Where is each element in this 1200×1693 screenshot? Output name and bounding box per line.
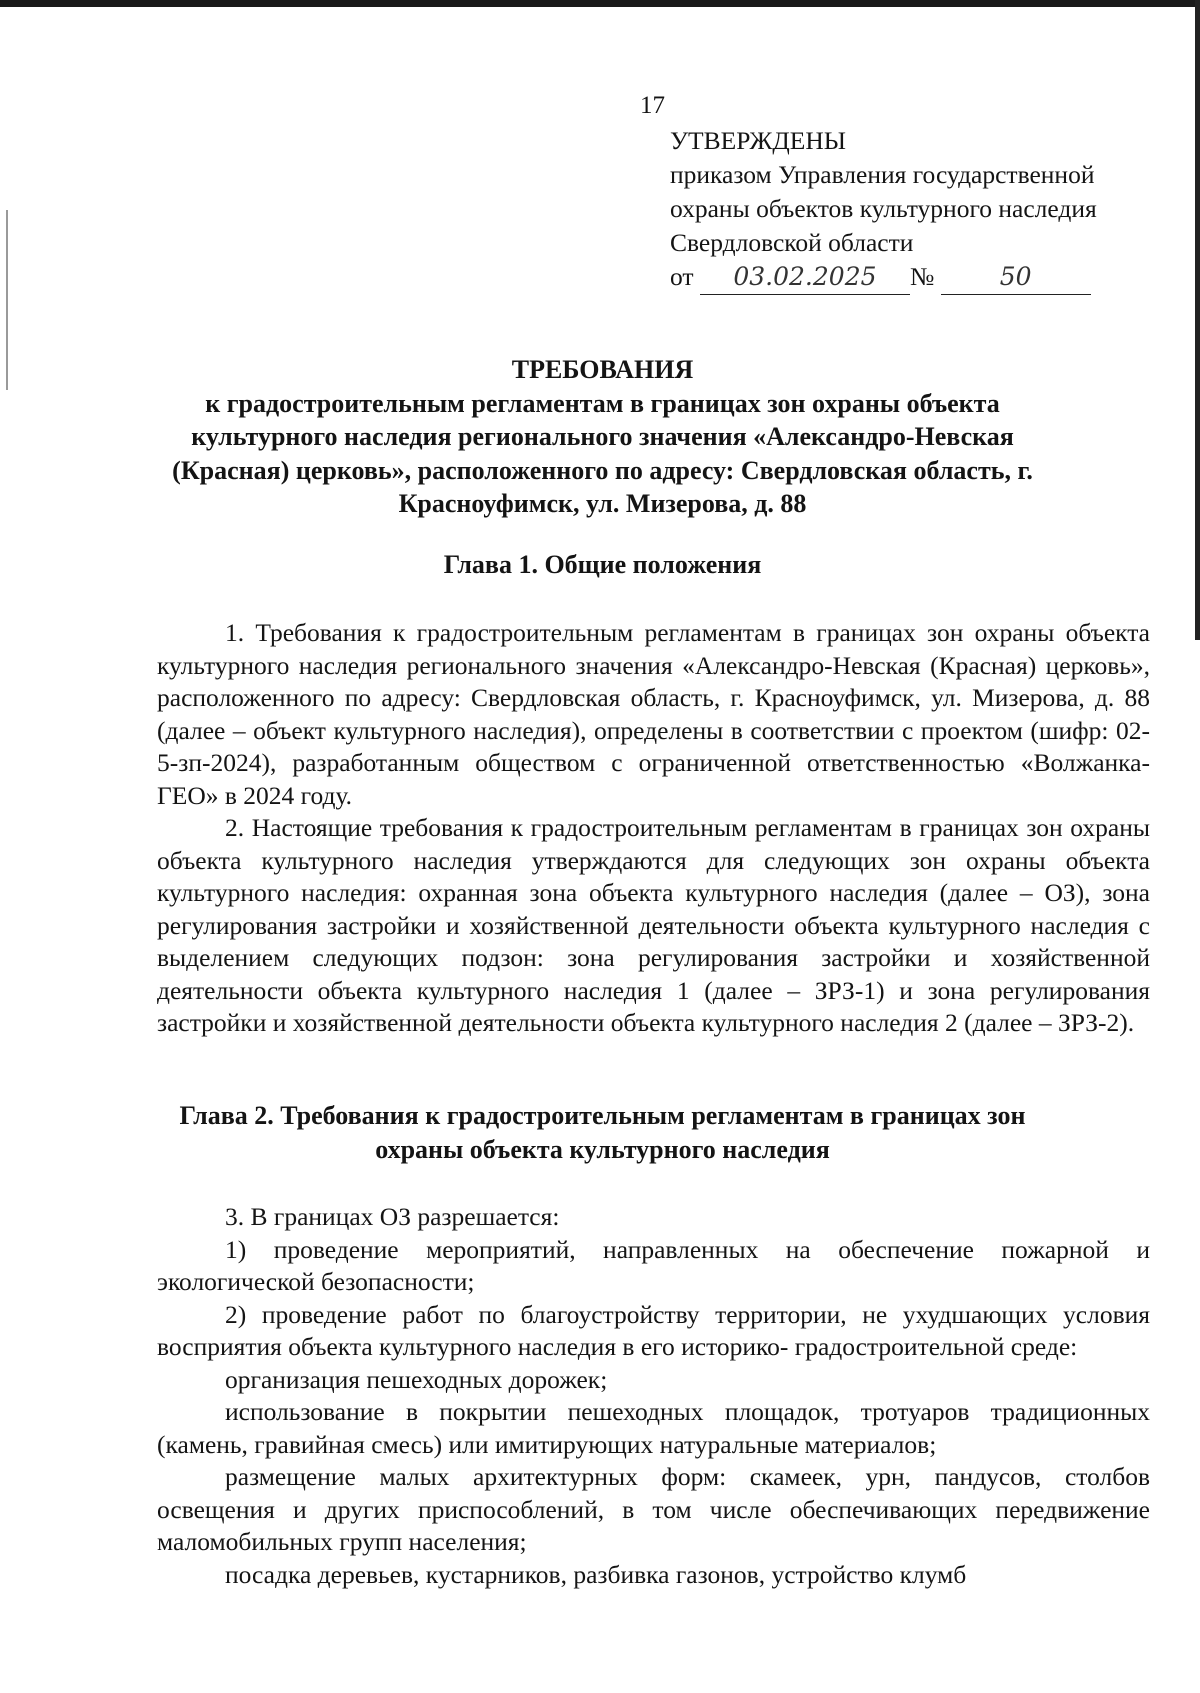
approval-date-row — [670, 260, 1097, 295]
date-prefix: от — [670, 262, 694, 291]
document-title — [140, 353, 1065, 521]
chapter-2-body — [157, 1201, 1150, 1591]
paragraph-2: 2. Настоящие требования к градостроительным регламентам в границах зон охраны объекта культурного наследия утверждаются для следующих зон охраны объекта культурного наследия: охранная зона объекта культурного наследия (далее – ОЗ), зона регулирования застройки и хозяйственной деятельности объекта культурного наследия с выделением следующих подзон: зона регулирования застройки и хозяйственной деятельности объекта культурного наследия 1 (далее – ЗРЗ-1) и зона регулирования застройки и хозяйственной деятельности объекта культурного наследия 2 (далее – ЗРЗ-2). — [157, 813, 1150, 1037]
approval-heading: УТВЕРЖДЕНЫ — [670, 126, 846, 155]
sub-item-materials: использование в покрытии пешеходных площадок, тротуаров традиционных (камень, гравийная смесь) или имитирующих натуральные материалов; — [157, 1397, 1150, 1459]
approval-stamp — [670, 124, 1097, 295]
page-number: 17 — [640, 92, 665, 119]
title-subtitle: к градостроительным регламентам в границах зон охраны объекта культурного наследия регионального значения «Александро-Невская (Красная) церковь», расположенного по адресу: Свердловская область, г. Красноуфимск, ул. Мизерова, д. 88 — [172, 388, 1033, 518]
number-prefix: № — [909, 262, 935, 291]
title-main: ТРЕБОВАНИЯ — [511, 355, 694, 384]
scan-left-mark — [6, 210, 8, 390]
sub-item-paths: организация пешеходных дорожек; — [225, 1364, 608, 1394]
sub-item-small-forms: размещение малых архитектурных форм: скамеек, урн, пандусов, столбов освещения и других приспособлений, в том числе обеспечивающих передвижение маломобильных групп населения; — [157, 1462, 1150, 1556]
paragraph-1: 1. Требования к градостроительным регламентам в границах зон охраны объекта культурного наследия регионального значения «Александро-Невская (Красная) церковь», расположенного по адресу: Свердловская область, г. Красноуфимск, ул. Мизерова, д. 88 (далее – объект культурного наследия), определены в соответствии с проектом (шифр: 02-5-зп-2024), разработанным обществом с ограниченной ответственностью «Волжанка-ГЕО» в 2024 году. — [157, 618, 1150, 810]
approval-line-2: охраны объектов культурного наследия — [670, 194, 1097, 223]
handwritten-number: 50 — [941, 260, 1091, 295]
approval-line-3: Свердловской области — [670, 228, 914, 257]
paragraph-3: 3. В границах ОЗ разрешается: — [225, 1202, 560, 1231]
sub-item-planting: посадка деревьев, кустарников, разбивка газонов, устройство клумб — [225, 1559, 967, 1589]
item-2: 2) проведение работ по благоустройству территории, не ухудшающих условия восприятия объекта культурного наследия в его историко- градостроительной среде: — [157, 1299, 1150, 1361]
scan-top-edge — [0, 0, 1200, 7]
approval-line-1: приказом Управления государственной — [670, 160, 1095, 189]
handwritten-date: 03.02.2025 — [700, 260, 910, 295]
chapter-2-heading: Глава 2. Требования к градостроительным регламентам в границах зон охраны объекта культурного наследия — [179, 1101, 1026, 1164]
scan-right-edge — [1195, 0, 1200, 640]
chapter-1-heading: Глава 1. Общие положения — [443, 550, 762, 579]
item-1: 1) проведение мероприятий, направленных на обеспечение пожарной и экологической безопасности; — [157, 1234, 1150, 1296]
chapter-1-body — [157, 617, 1150, 1040]
